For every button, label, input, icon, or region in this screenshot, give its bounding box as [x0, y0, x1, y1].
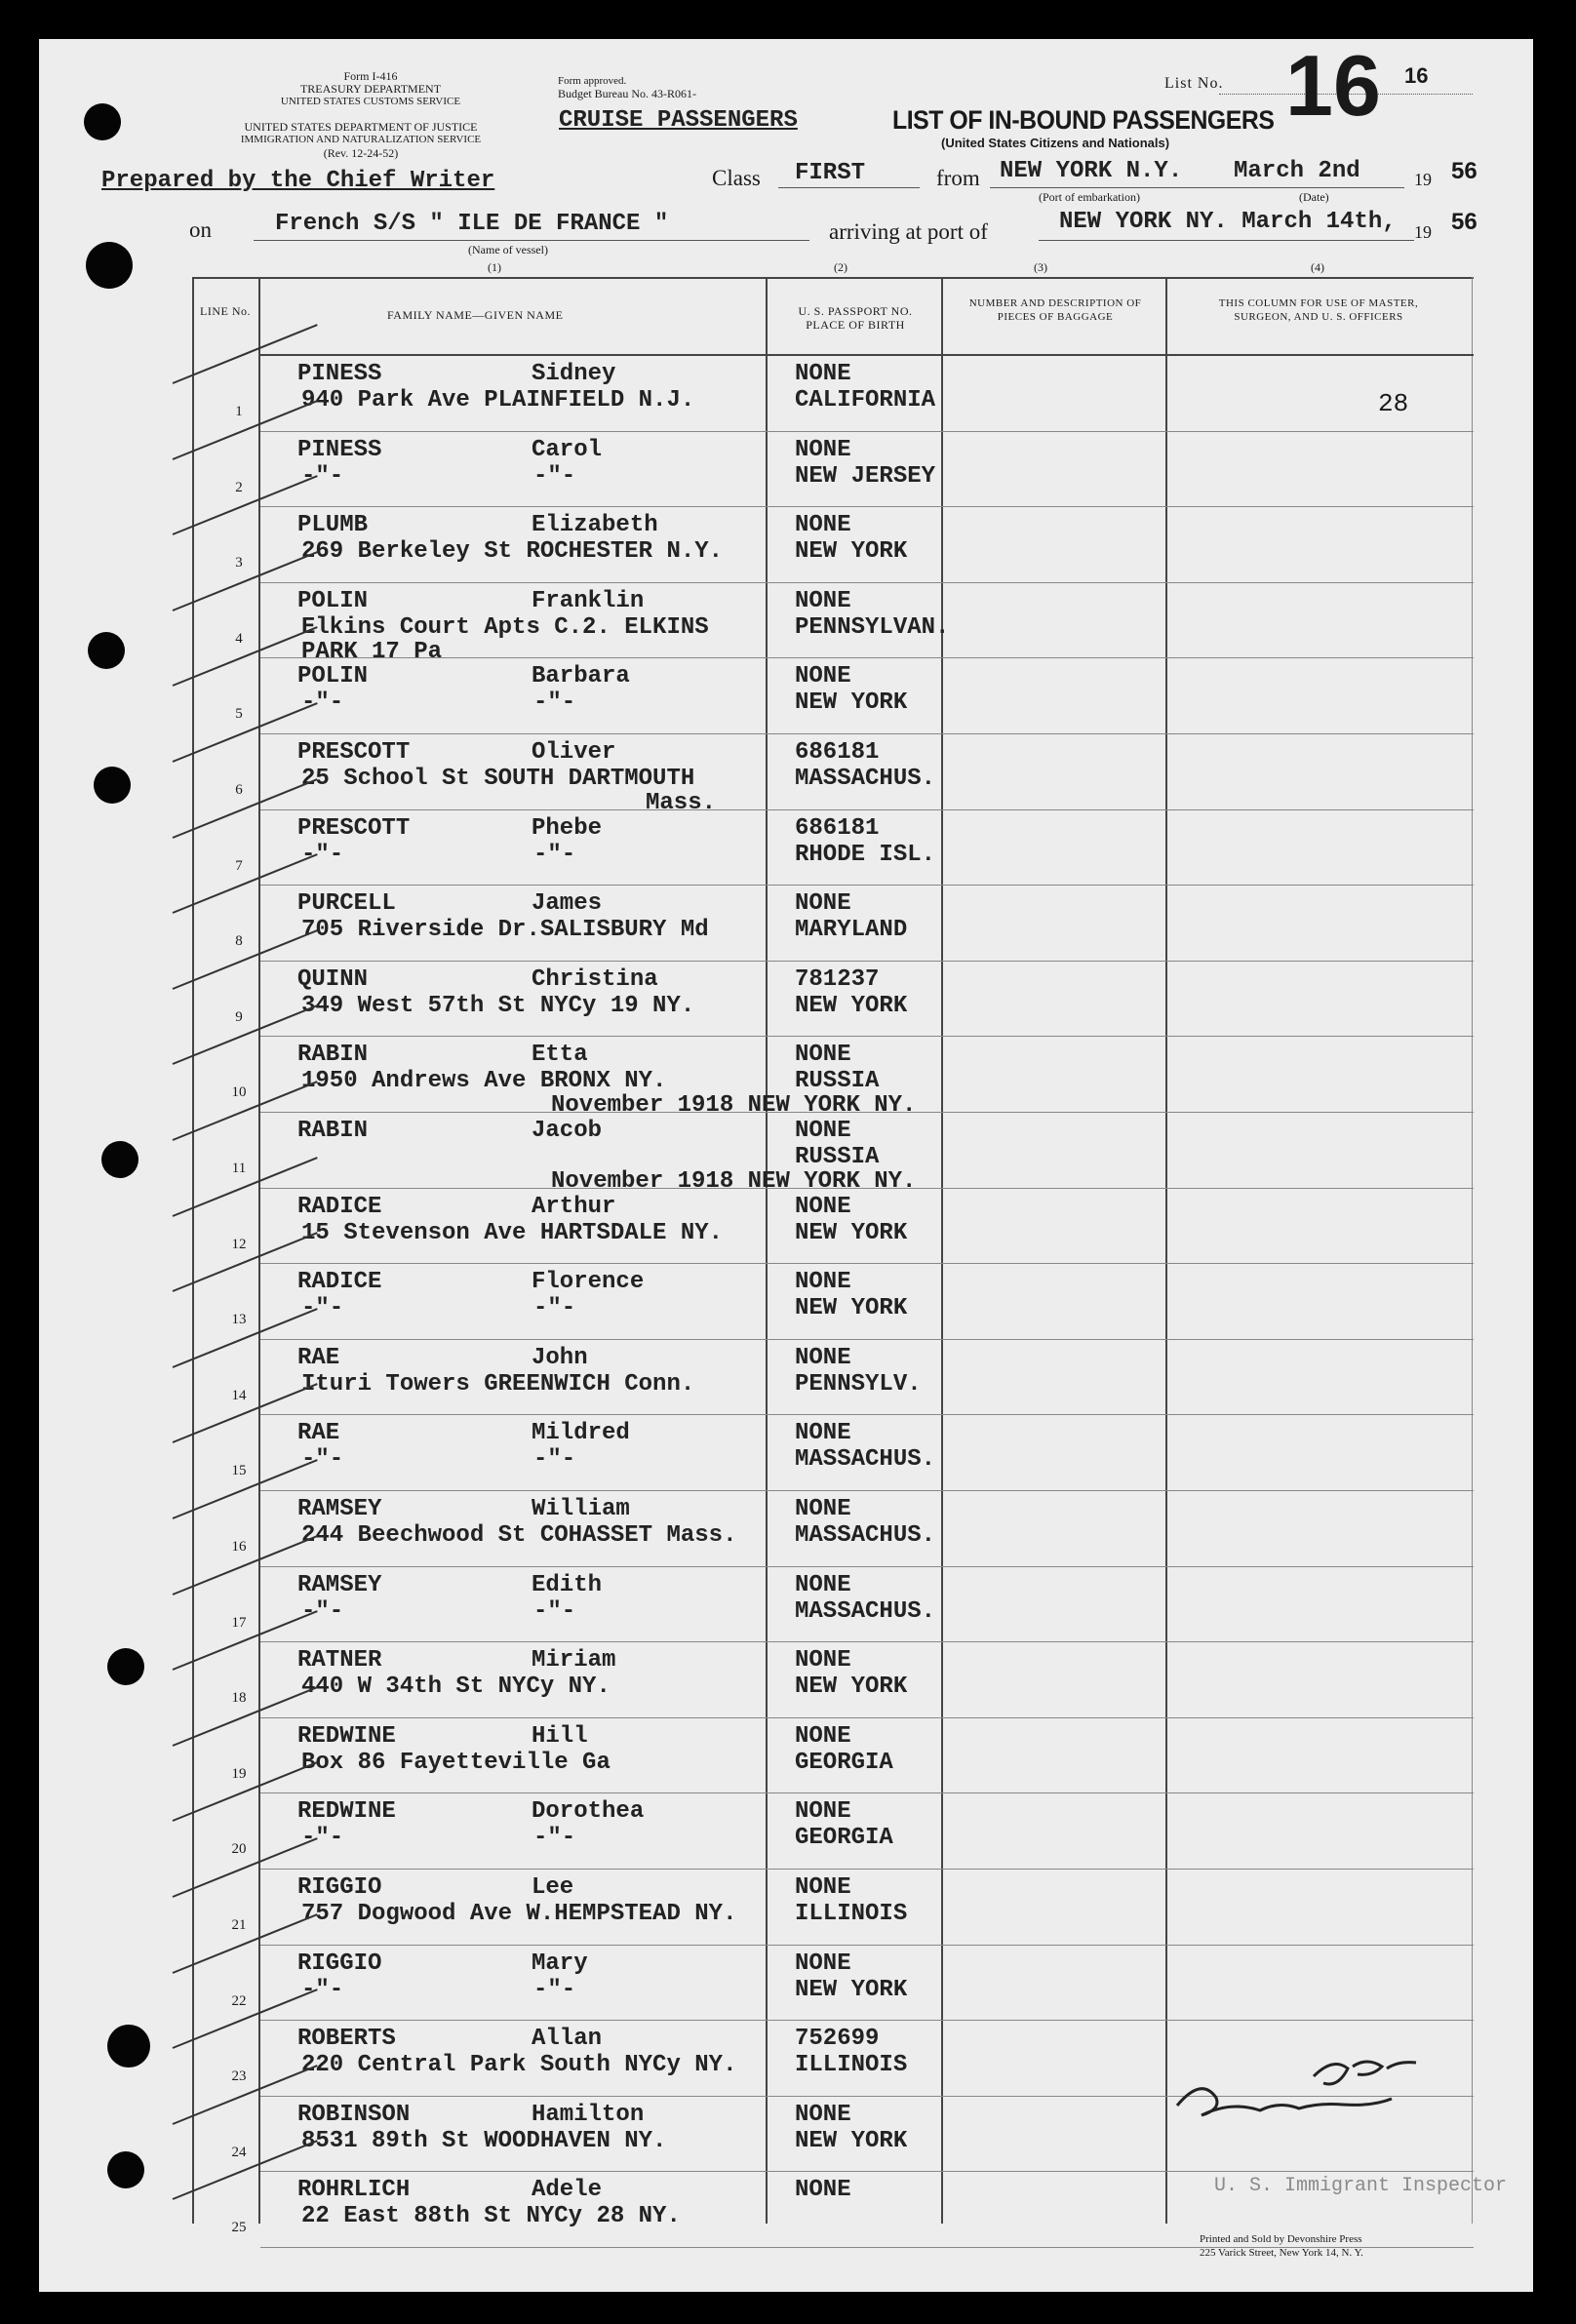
port-caption: (Port of embarkation) [1039, 190, 1140, 204]
family-name: RAMSEY [297, 1496, 382, 1522]
form-revision: (Rev. 12-24-52) [323, 146, 399, 160]
given-name: Carol [532, 436, 603, 463]
cruise-passengers-label: CRUISE PASSENGERS [559, 107, 798, 134]
year-arrival: 56 [1451, 209, 1478, 235]
address-ditto: -"- [533, 1295, 576, 1322]
address-ditto: -"- [533, 1446, 576, 1474]
address-continued: Mass. [646, 790, 717, 816]
line-number: 10 [231, 1084, 247, 1101]
address-continued: November 1918 NEW YORK NY. [551, 1168, 917, 1195]
passport-number: 686181 [795, 739, 880, 766]
year-from: 56 [1451, 158, 1478, 184]
given-name: Franklin [532, 587, 645, 614]
passport-number: NONE [795, 1798, 851, 1826]
passport-number: NONE [795, 1874, 851, 1901]
place-of-birth: CALIFORNIA [795, 387, 936, 414]
passport-number: NONE [795, 512, 851, 539]
printer-line-2: 225 Varick Street, New York 14, N. Y. [1200, 2247, 1363, 2259]
year-prefix-from: 19 [1414, 170, 1432, 189]
col-num-4: (4) [1311, 260, 1324, 274]
form-number: Form I-416 [343, 69, 398, 83]
list-number: 16 [1285, 37, 1381, 134]
table-row [192, 582, 1474, 665]
line-number: 13 [231, 1312, 247, 1328]
binder-hole [107, 1648, 144, 1685]
passport-number: NONE [795, 2177, 851, 2204]
table-row [192, 431, 1474, 506]
table-row [192, 355, 1474, 430]
vessel-name: French S/S " ILE DE FRANCE " [275, 211, 669, 237]
given-name: Arthur [532, 1193, 616, 1220]
list-subtitle: (United States Citizens and Nationals) [941, 136, 1170, 150]
table-row [192, 1717, 1474, 1792]
address-ditto: -"- [533, 1597, 576, 1625]
form-approved: Form approved. [558, 75, 627, 87]
address: 22 East 88th St NYCy 28 NY. [301, 2203, 681, 2230]
line-number: 2 [235, 479, 243, 495]
place-of-birth: MASSACHUS. [795, 1522, 936, 1549]
line-number: 24 [231, 2144, 247, 2160]
year-prefix-arrival: 19 [1414, 222, 1432, 242]
arrival-port-date: NEW YORK NY. March 14th, [1059, 209, 1397, 235]
table-row [192, 885, 1474, 960]
given-name: Barbara [532, 663, 630, 690]
family-name: PLUMB [297, 512, 369, 539]
given-name: Jacob [532, 1118, 603, 1144]
address-ditto: -"- [533, 462, 576, 490]
line-number: 5 [235, 706, 243, 723]
given-name: Dorothea [532, 1798, 645, 1826]
given-name: Sidney [532, 361, 616, 387]
family-name: PINESS [297, 436, 382, 463]
given-name: Christina [532, 965, 658, 993]
family-name: REDWINE [297, 1798, 396, 1826]
binder-hole [107, 2025, 150, 2068]
table-row [192, 1641, 1474, 1716]
vessel-line [254, 240, 809, 241]
list-title: LIST OF IN-BOUND PASSENGERS [892, 105, 1275, 135]
given-name: Mildred [532, 1420, 630, 1447]
vessel-caption: (Name of vessel) [468, 243, 548, 256]
line-number: 3 [235, 555, 243, 571]
address: 1950 Andrews Ave BRONX NY. [301, 1068, 667, 1095]
family-name: PURCELL [297, 890, 396, 918]
arriving-label: arriving at port of [829, 219, 988, 244]
place-of-birth: NEW YORK [795, 1674, 908, 1701]
passport-number: NONE [795, 1118, 851, 1144]
table-row [192, 1112, 1474, 1195]
family-name: POLIN [297, 663, 369, 690]
passport-number: NONE [795, 587, 851, 614]
address-continued: PARK 17 Pa [301, 638, 443, 665]
line-number: 17 [231, 1614, 247, 1631]
line-number: 23 [231, 2068, 247, 2085]
col-num-1: (1) [488, 260, 501, 274]
given-name: James [532, 890, 603, 918]
line-number: 8 [235, 933, 243, 950]
given-name: Hill [532, 1722, 588, 1750]
address-ditto: -"- [533, 689, 576, 717]
passport-number: NONE [795, 1571, 851, 1598]
address-ditto: -"- [533, 1825, 576, 1852]
prepared-by: Prepared by the Chief Writer [101, 168, 495, 194]
table-row [192, 1188, 1474, 1263]
given-name: Miriam [532, 1647, 616, 1674]
agency-justice: UNITED STATES DEPARTMENT OF JUSTICE [244, 120, 478, 134]
table-row [192, 1339, 1474, 1414]
passport-number: NONE [795, 436, 851, 463]
table-row [192, 657, 1474, 732]
address: 15 Stevenson Ave HARTSDALE NY. [301, 1219, 724, 1246]
place-of-birth: NEW JERSEY [795, 462, 936, 490]
printer-line-1: Printed and Sold by Devonshire Press [1200, 2233, 1362, 2245]
line-number: 21 [231, 1917, 247, 1933]
address: 757 Dogwood Ave W.HEMPSTEAD NY. [301, 1901, 737, 1927]
place-of-birth: PENNSYLV. [795, 1370, 922, 1398]
table-row [192, 733, 1474, 816]
family-name: ROBINSON [297, 2101, 411, 2128]
place-of-birth: GEORGIA [795, 1749, 893, 1776]
line-number: 9 [235, 1008, 243, 1025]
list-number-small: 16 [1404, 63, 1429, 88]
passport-number: NONE [795, 663, 851, 690]
col-head-line: LINE No. [200, 304, 251, 318]
passport-number: NONE [795, 1193, 851, 1220]
family-name: PRESCOTT [297, 739, 411, 766]
line-number: 1 [235, 404, 243, 419]
place-of-birth: MARYLAND [795, 917, 908, 944]
place-of-birth: RUSSIA [795, 1144, 880, 1170]
table-row [192, 1792, 1474, 1868]
inspector-stamp: U. S. Immigrant Inspector [1214, 2175, 1508, 2197]
address: -"- [301, 841, 344, 868]
line-number: 16 [231, 1539, 247, 1555]
line-number: 6 [235, 782, 243, 798]
col-num-2: (2) [834, 260, 847, 274]
binder-hole [88, 632, 125, 669]
place-of-birth: RHODE ISL. [795, 841, 936, 868]
family-name: ROBERTS [297, 2026, 396, 2053]
class-label: Class [712, 166, 761, 190]
family-name: PRESCOTT [297, 814, 411, 842]
place-of-birth: NEW YORK [795, 1219, 908, 1246]
table-row [192, 1263, 1474, 1338]
family-name: PINESS [297, 361, 382, 387]
table-row [192, 961, 1474, 1036]
given-name: Oliver [532, 739, 616, 766]
given-name: Adele [532, 2177, 603, 2204]
passport-number: NONE [795, 361, 851, 387]
table-row [192, 1490, 1474, 1565]
passport-number: 752699 [795, 2026, 880, 2053]
given-name: Etta [532, 1042, 588, 1069]
line-number: 19 [231, 1765, 247, 1782]
address: 440 W 34th St NYCy NY. [301, 1674, 611, 1701]
family-name: RIGGIO [297, 1874, 382, 1901]
binder-hole [94, 767, 131, 804]
table-row [192, 809, 1474, 885]
line-number: 7 [235, 857, 243, 874]
from-port: NEW YORK N.Y. [1000, 158, 1183, 184]
passport-number: NONE [795, 890, 851, 918]
place-of-birth: PENNSYLVAN. [795, 613, 950, 641]
given-name: Lee [532, 1874, 574, 1901]
col-head-baggage: NUMBER AND DESCRIPTION OF PIECES OF BAGGAGE [968, 297, 1142, 323]
table-top-border [192, 277, 1474, 279]
passport-number: NONE [795, 1496, 851, 1522]
passport-number: NONE [795, 1269, 851, 1296]
family-name: RADICE [297, 1193, 382, 1220]
given-name: Edith [532, 1571, 603, 1598]
arrival-line [1039, 240, 1414, 241]
given-name: John [532, 1344, 588, 1371]
passport-number: NONE [795, 1647, 851, 1674]
from-date: March 2nd [1234, 158, 1360, 184]
family-name: POLIN [297, 587, 369, 614]
binder-hole [84, 103, 121, 140]
place-of-birth: RUSSIA [795, 1068, 880, 1095]
family-name: RABIN [297, 1118, 369, 1144]
line-number: 22 [231, 1992, 247, 2009]
address: Ituri Towers GREENWICH Conn. [301, 1370, 695, 1398]
family-name: RABIN [297, 1042, 369, 1069]
place-of-birth: NEW YORK [795, 538, 908, 566]
agency-treasury: TREASURY DEPARTMENT [299, 82, 442, 96]
inspector-signature [1167, 2037, 1440, 2125]
date-caption: (Date) [1299, 190, 1329, 204]
line-number: 25 [231, 2220, 247, 2236]
address-ditto: -"- [533, 841, 576, 868]
passport-number: NONE [795, 1344, 851, 1371]
address: 244 Beechwood St COHASSET Mass. [301, 1522, 737, 1549]
family-name: RIGGIO [297, 1950, 382, 1977]
address: -"- [301, 1976, 344, 2003]
place-of-birth: ILLINOIS [795, 1901, 908, 1927]
passport-number: NONE [795, 1722, 851, 1750]
address: 269 Berkeley St ROCHESTER N.Y. [301, 538, 724, 566]
address: -"- [301, 689, 344, 717]
line-number: 14 [231, 1387, 247, 1403]
on-label: on [189, 217, 212, 242]
given-name: Hamilton [532, 2101, 645, 2128]
passport-number: 686181 [795, 814, 880, 842]
line-number: 18 [231, 1690, 247, 1707]
address-continued: November 1918 NEW YORK NY. [551, 1092, 917, 1120]
address: -"- [301, 1295, 344, 1322]
family-name: RAE [297, 1420, 340, 1447]
passport-number: 781237 [795, 965, 880, 993]
family-name: RADICE [297, 1269, 382, 1296]
address: -"- [301, 1597, 344, 1625]
given-name: Florence [532, 1269, 645, 1296]
passport-number: NONE [795, 2101, 851, 2128]
col-head-officers: THIS COLUMN FOR USE OF MASTER, SURGEON, AND U. S. OFFICERS [1218, 297, 1419, 323]
line-number: 11 [231, 1161, 247, 1176]
address: -"- [301, 1825, 344, 1852]
passenger-table [192, 277, 1508, 2236]
table-row [192, 1036, 1474, 1120]
col-head-passport: U. S. PASSPORT NO. PLACE OF BIRTH [798, 304, 913, 332]
from-label: from [936, 166, 980, 190]
count-annotation: 28 [1378, 389, 1409, 418]
given-name: Allan [532, 2026, 603, 2053]
address: 705 Riverside Dr.SALISBURY Md [301, 917, 709, 944]
family-name: QUINN [297, 965, 369, 993]
family-name: RATNER [297, 1647, 382, 1674]
address: 349 West 57th St NYCy 19 NY. [301, 992, 695, 1019]
table-row [192, 1869, 1474, 1944]
list-no-label: List No. [1164, 75, 1224, 92]
passport-number: NONE [795, 1042, 851, 1069]
place-of-birth: NEW YORK [795, 1295, 908, 1322]
given-name: Mary [532, 1950, 588, 1977]
class-value: FIRST [795, 160, 866, 186]
binder-hole [86, 242, 133, 289]
table-row [192, 506, 1474, 581]
col-head-name: FAMILY NAME—GIVEN NAME [387, 308, 564, 322]
binder-hole [101, 1141, 138, 1178]
place-of-birth: NEW YORK [795, 2127, 908, 2154]
binder-hole [107, 2151, 144, 2188]
place-of-birth: NEW YORK [795, 689, 908, 717]
address: -"- [301, 462, 344, 490]
address: 940 Park Ave PLAINFIELD N.J. [301, 387, 695, 414]
family-name: REDWINE [297, 1722, 396, 1750]
place-of-birth: GEORGIA [795, 1825, 893, 1852]
family-name: RAMSEY [297, 1571, 382, 1598]
address: 25 School St SOUTH DARTMOUTH [301, 766, 695, 792]
agency-customs: UNITED STATES CUSTOMS SERVICE [280, 96, 461, 107]
passport-number: NONE [795, 1950, 851, 1977]
family-name: ROHRLICH [297, 2177, 411, 2204]
address: 220 Central Park South NYCy NY. [301, 2052, 737, 2079]
agency-ins: IMMIGRATION AND NATURALIZATION SERVICE [240, 134, 482, 145]
line-number: 4 [235, 630, 243, 647]
place-of-birth: MASSACHUS. [795, 1446, 936, 1474]
address: Box 86 Fayetteville Ga [301, 1749, 611, 1776]
passport-number: NONE [795, 1420, 851, 1447]
col-num-3: (3) [1034, 260, 1047, 274]
place-of-birth: MASSACHUS. [795, 1597, 936, 1625]
from-line [990, 187, 1404, 188]
place-of-birth: MASSACHUS. [795, 766, 936, 792]
line-number: 12 [231, 1236, 247, 1252]
table-row [192, 1945, 1474, 2020]
place-of-birth: ILLINOIS [795, 2052, 908, 2079]
line-number: 20 [231, 1841, 247, 1858]
given-name: Elizabeth [532, 512, 658, 539]
given-name: Phebe [532, 814, 603, 842]
address: Elkins Court Apts C.2. ELKINS [301, 613, 709, 641]
address-ditto: -"- [533, 1976, 576, 2003]
given-name: William [532, 1496, 630, 1522]
budget-bureau: Budget Bureau No. 43-R061- [558, 87, 696, 100]
table-row [192, 1566, 1474, 1641]
address: 8531 89th St WOODHAVEN NY. [301, 2127, 667, 2154]
class-line [778, 187, 920, 188]
address: -"- [301, 1446, 344, 1474]
place-of-birth: NEW YORK [795, 992, 908, 1019]
place-of-birth: NEW YORK [795, 1976, 908, 2003]
table-row [192, 1414, 1474, 1489]
line-number: 15 [231, 1463, 247, 1479]
family-name: RAE [297, 1344, 340, 1371]
